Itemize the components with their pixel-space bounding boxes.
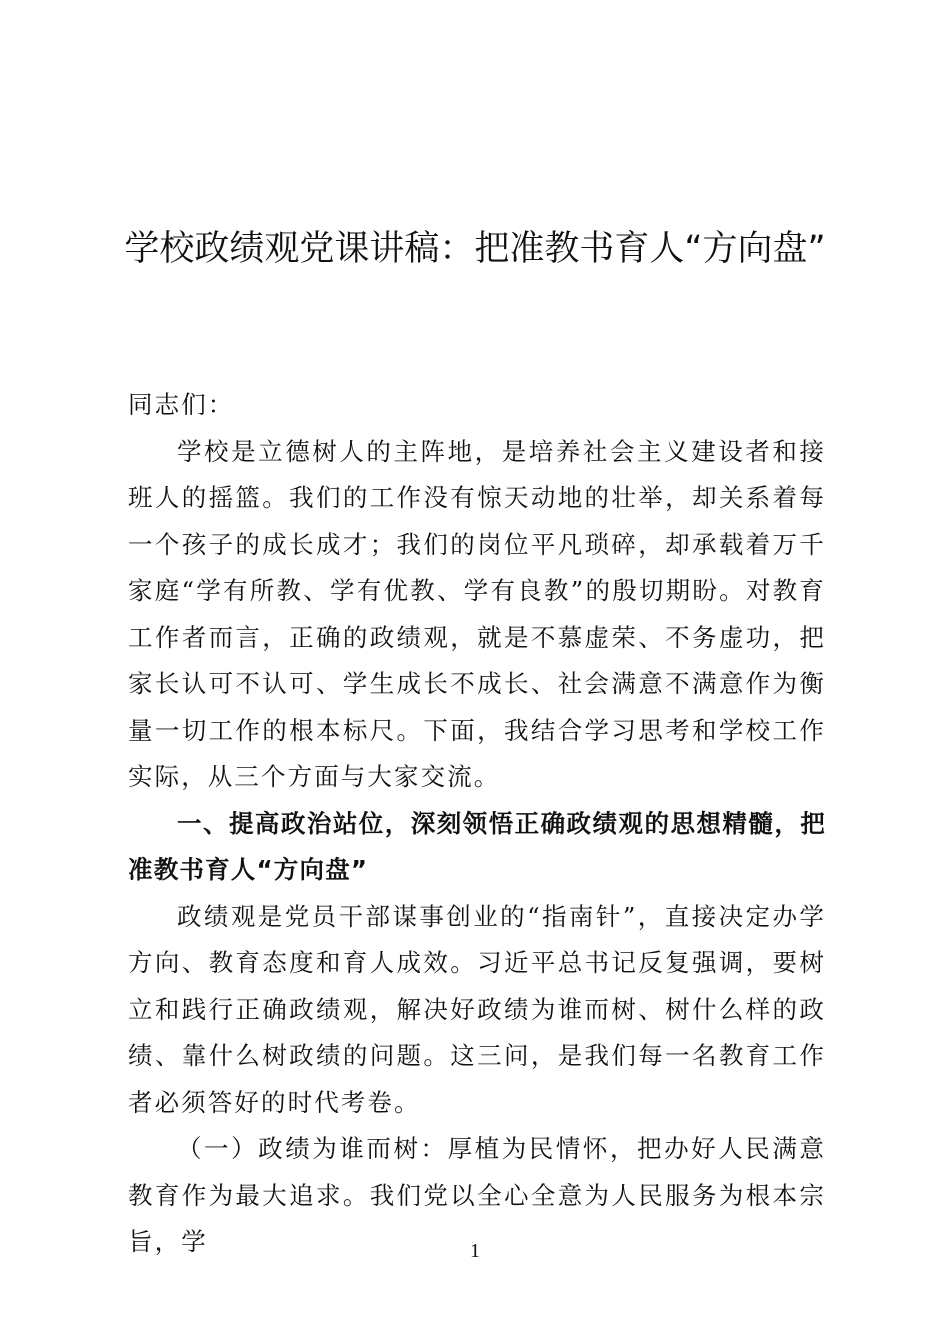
page-number: 1 — [470, 1240, 480, 1262]
paragraph-intro: 学校是立德树人的主阵地，是培养社会主义建设者和接班人的摇篮。我们的工作没有惊天动地的壮举，却关系着每一个孩子的成长成才；我们的岗位平凡琐碎，却承载着万千家庭“学有所教、学有优教、学有良教”的殷切期盼。对教育工作者而言，正确的政绩观，就是不慕虚荣、不务虚功，把家长认可不认可、学生成长不成长、社会满意不满意作为衡量一切工作的根本标尺。下面，我结合学习思考和学校工作实际，从三个方面与大家交流。 — [128, 436, 826, 791]
document-body — [128, 382, 826, 1266]
section-heading-1: 一、提高政治站位，深刻领悟正确政绩观的思想精髓，把准教书育人“方向盘” — [128, 808, 826, 884]
document-title: 学校政绩观党课讲稿：把准教书育人“方向盘” — [124, 229, 826, 269]
salutation: 同志们： — [128, 390, 235, 419]
paragraph-subsection-1: （一）政绩为谁而树：厚植为民情怀，把办好人民满意教育作为最大追求。我们党以全心全意为人民服务为根本宗旨，学 — [128, 1134, 826, 1256]
paragraph-section-1: 政绩观是党员干部谋事创业的“指南针”，直接决定办学方向、教育态度和育人成效。习近平总书记反复强调，要树立和践行正确政绩观，解决好政绩为谁而树、树什么样的政绩、靠什么树政绩的问题。这三问，是我们每一名教育工作者必须答好的时代考卷。 — [128, 901, 826, 1117]
